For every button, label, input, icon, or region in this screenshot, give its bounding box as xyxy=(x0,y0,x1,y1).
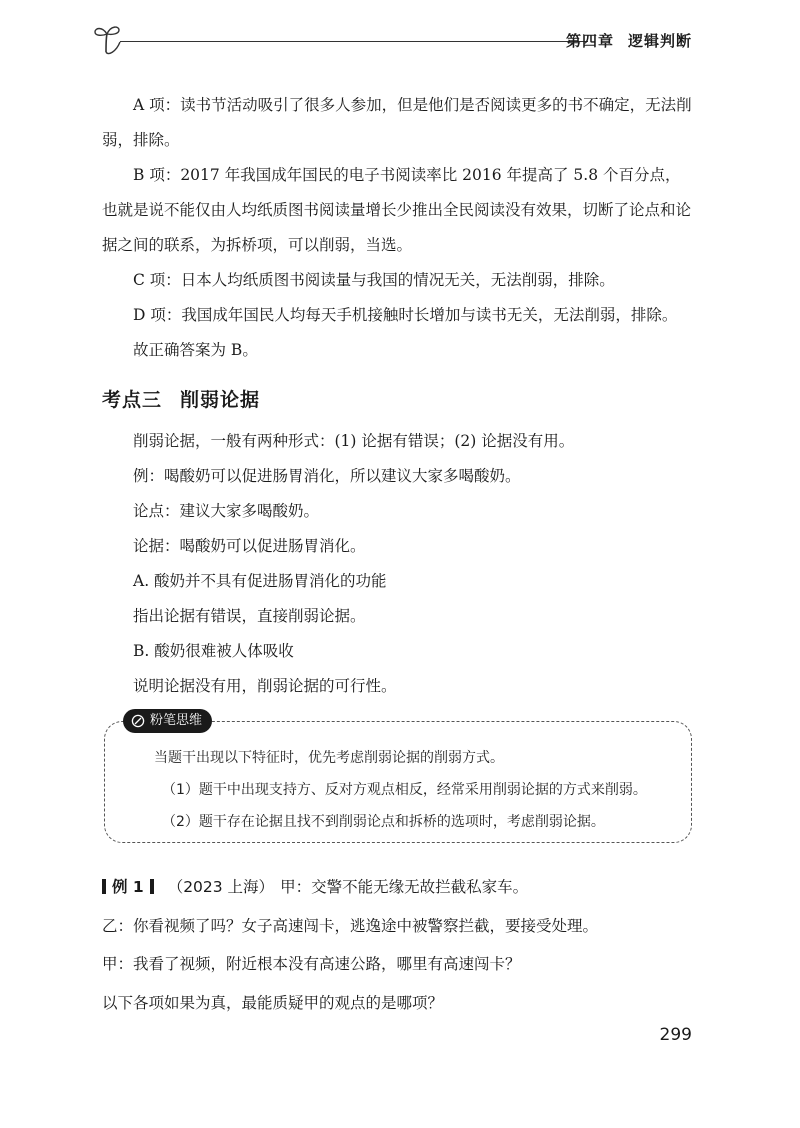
example-heading xyxy=(102,868,692,907)
section-title xyxy=(102,385,260,412)
option-a-analysis: A 项：读书节活动吸引了很多人参加，但是他们是否阅读更多的书不确定，无法削弱，排除。 xyxy=(102,96,692,149)
tip-badge xyxy=(123,709,212,733)
tip-box xyxy=(104,713,692,843)
bracket-bar-icon xyxy=(150,879,154,894)
tip-line: 当题干出现以下特征时，优先考虑削弱论据的削弱方式。 xyxy=(154,750,504,766)
content-line: B. 酸奶很难被人体吸收 xyxy=(133,642,294,660)
content-line: 例：喝酸奶可以促进肠胃消化，所以建议大家多喝酸奶。 xyxy=(133,467,521,485)
tip-line: （2）题干存在论据且找不到削弱论点和拆桥的选项时，考虑削弱论据。 xyxy=(162,814,605,830)
example-block xyxy=(102,868,692,1022)
header-rule xyxy=(120,41,588,42)
pencil-circle-icon xyxy=(131,714,145,728)
content-line: 指出论据有错误，直接削弱论据。 xyxy=(133,607,366,625)
option-b-analysis: B 项：2017 年我国成年国民的电子书阅读率比 2016 年提高了 5.8 个百分点，也就是说不能仅由人均纸质图书阅读量增长少推出全民阅读没有效果，切断了论点和论据之间的联系，为拆桥项，可以削弱，当选。 xyxy=(102,166,692,254)
tip-content xyxy=(133,742,685,838)
example-question: 以下各项如果为真，最能质疑甲的观点的是哪项？ xyxy=(102,993,444,1012)
section-number: 考点三 xyxy=(102,389,163,411)
option-c-analysis: C 项：日本人均纸质图书阅读量与我国的情况无关，无法削弱，排除。 xyxy=(133,271,615,289)
chapter-number: 第四章 xyxy=(565,32,614,50)
content-line: A. 酸奶并不具有促进肠胃消化的功能 xyxy=(133,572,387,590)
section-content xyxy=(102,424,692,704)
chapter-title xyxy=(566,30,692,51)
content-line: 削弱论据，一般有两种形式：(1) 论据有错误；(2) 论据没有用。 xyxy=(133,432,575,450)
content-line: 论点：建议大家多喝酸奶。 xyxy=(133,502,320,520)
sprout-icon xyxy=(92,22,122,56)
answer-statement: 故正确答案为 B。 xyxy=(133,341,258,359)
chapter-section: 逻辑判断 xyxy=(627,32,692,50)
example-line: 甲：我看了视频，附近根本没有高速公路，哪里有高速闯卡？ xyxy=(102,955,521,973)
bracket-bar-icon xyxy=(102,879,106,894)
option-d-analysis: D 项：我国成年国民人均每天手机接触时长增加与读书无关，无法削弱，排除。 xyxy=(133,306,678,324)
example-line: 乙：你看视频了吗？女子高速闯卡，逃逸途中被警察拦截，要接受处理。 xyxy=(102,916,599,935)
example-source: （2023 上海） xyxy=(167,878,275,896)
tip-line: （1）题干中出现支持方、反对方观点相反，经常采用削弱论据的方式来削弱。 xyxy=(162,782,647,798)
content-line: 论据：喝酸奶可以促进肠胃消化。 xyxy=(133,537,366,555)
content-line: 说明论据没有用，削弱论据的可行性。 xyxy=(133,677,397,695)
section-name: 削弱论据 xyxy=(180,389,261,411)
example-label: 例 1 xyxy=(112,878,144,896)
tip-badge-label: 粉笔思维 xyxy=(150,713,203,728)
example-first-line: 甲：交警不能无缘无故拦截私家车。 xyxy=(280,878,529,896)
page-number: 299 xyxy=(659,1025,692,1045)
page-header xyxy=(92,22,702,62)
options-analysis xyxy=(102,88,692,368)
